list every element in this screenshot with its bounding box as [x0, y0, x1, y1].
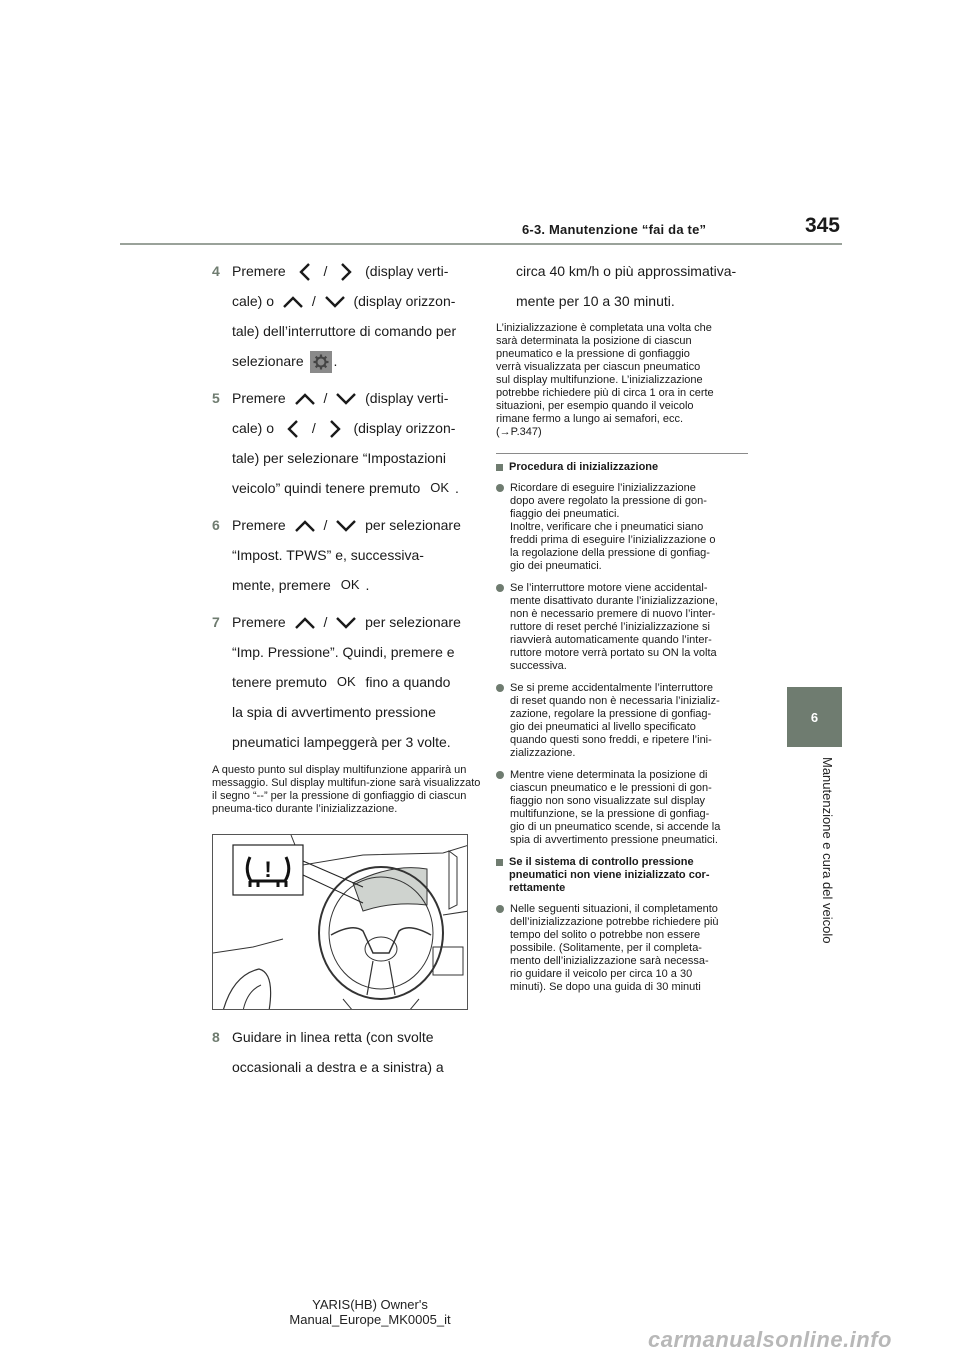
step-4 [212, 256, 482, 376]
step-text: per selezionare [365, 614, 461, 630]
slash: / [323, 390, 328, 406]
section-divider [496, 453, 748, 454]
step-number: 6 [212, 517, 220, 533]
chevron-up-icon [294, 517, 316, 535]
ok-button-icon: OK [340, 577, 360, 592]
chevron-down-icon [324, 293, 346, 311]
chapter-label: Manutenzione e cura del veicolo [820, 757, 835, 944]
chevron-up-icon [282, 293, 304, 311]
step-text: Premere [232, 614, 286, 630]
step-text: (display verti- [365, 263, 449, 279]
step-text: (display orizzon- [353, 420, 456, 436]
step-text: selezionare [232, 353, 304, 369]
list-item: Mentre viene determinata la posizione di ciascun pneumatico e le pressioni di gon- fiaggio non sono visualizzate sul display multifunzione, se la pressione di gonfiag- gio di un pneumatico scende, si accende la spia di avvertimento pressione pneumatici. [496, 769, 750, 847]
step-number: 8 [212, 1029, 220, 1045]
footer-text: YARIS(HB) Owner's Manual_Europe_MK0005_it [289, 1297, 451, 1327]
square-bullet-icon [496, 859, 503, 866]
slash: / [323, 517, 328, 533]
step-text: Premere [232, 263, 286, 279]
chevron-up-icon [294, 390, 316, 408]
bullet-icon [496, 771, 504, 779]
step-text: Guidare in linea retta (con svolte [232, 1029, 434, 1045]
step-text: veicolo” quindi tenere premuto [232, 480, 421, 496]
chevron-right-icon [324, 420, 346, 438]
step-text: “Imp. Pressione”. Quindi, premere e [232, 644, 455, 660]
step-note: A questo punto sul display multifunzione apparirà un messaggio. Sul display multifun-zione sarà visualizzato il segno “--” per la pressione di gonfiaggio di ciascun pneuma-tico durante l’inizializzazione. [212, 764, 481, 815]
bullet-icon [496, 584, 504, 592]
completion-paragraph: L’inizializzazione è completata una volta che sarà determinata la posizione di ciascun pneumatico e la pressione di gonfiaggio verrà visualizzata per ciascun pneumatico sul display multifunzione. L’inizializzazione potrebbe richiedere più di circa 1 ora in certe situazioni, per esempio quando il veicolo rimane fermo a lungo ai semafori, ecc. (→P.347) [496, 322, 714, 438]
step-text: “Impost. TPWS” e, successiva- [232, 547, 424, 563]
ok-button-icon: OK [336, 674, 356, 689]
step-7 [212, 607, 482, 757]
header-rule [120, 243, 842, 245]
slash: / [323, 263, 328, 279]
list-item: Nelle seguenti situazioni, il completamento dell’inizializzazione potrebbe richiedere più tempo del solito o potrebbe non essere possibile. (Solitamente, per il completa- mento dell’inizializzazione sarà necessa- rio guidare il veicolo per circa 10 a 30 minuti). Se dopo una guida di 30 minuti [496, 903, 750, 994]
step-text: occasionali a destra e a sinistra) a [232, 1059, 444, 1075]
step-text: per selezionare [365, 517, 461, 533]
step-6 [212, 510, 482, 600]
step-number: 7 [212, 614, 220, 630]
step-text: pneumatici lampeggerà per 3 volte. [232, 734, 451, 750]
page-number: 345 [804, 214, 840, 237]
list-item: Se l’interruttore motore viene accidental- mente disattivato durante l’inizializzazione, non è necessario premere di nuovo l’inter- ruttore di reset perché l’inizializzazione si riavvierà automaticamente quando l’inter- ruttore motore verrà portato su ON la volta successiva. [496, 582, 750, 673]
section-title: 6-3. Manutenzione “fai da te” [522, 222, 707, 237]
not-initialized-bullets [496, 903, 750, 994]
step-text: (display verti- [365, 390, 449, 406]
step-text: cale) o [232, 293, 275, 309]
square-bullet-icon [496, 464, 503, 471]
chevron-left-icon [282, 420, 304, 438]
step-text: tale) dell’interruttore di comando per [232, 323, 457, 339]
dashboard-drawing [213, 835, 468, 1010]
chevron-down-icon [335, 390, 357, 408]
step-text: mente, premere [232, 577, 331, 593]
ok-button-icon: OK [430, 480, 450, 495]
procedure-bullets [496, 482, 750, 847]
list-item: Ricordare di eseguire l’inizializzazione dopo avere regolato la pressione di gon- fiaggio dei pneumatici. Inoltre, verificare che i pneumatici siano freddi prima di eseguire l’inizializzazione o la regolazione della pressione di gonfiag- gio dei pneumatici. [496, 482, 750, 573]
right-column [496, 256, 750, 1003]
step-text: mente per 10 a 30 minuti. [516, 293, 675, 309]
tire-pressure-warning-icon: ! [264, 857, 272, 882]
bullet-icon [496, 684, 504, 692]
list-item: Se si preme accidentalmente l’interruttore di reset quando non è necessaria l’inizializ- zazione, regolare la pressione di gonfiag- gio dei pneumatici al livello specificato quando questi sono freddi, e ripetere l’ini- zializzazione. [496, 682, 750, 760]
step-number: 4 [212, 263, 220, 279]
bullet-icon [496, 484, 504, 492]
step-text: Premere [232, 390, 286, 406]
step-text: tenere premuto [232, 674, 327, 690]
slash: / [311, 420, 316, 436]
chapter-number: 6 [810, 709, 819, 725]
step-text: la spia di avvertimento pressione [232, 704, 436, 720]
step-text: . [333, 353, 338, 369]
step-text: Premere [232, 517, 286, 533]
subheading-procedure: Procedura di inizializzazione [496, 461, 750, 474]
watermark-logo: carmanualsonline.info [648, 1327, 892, 1352]
chapter-tab[interactable] [787, 687, 842, 747]
chevron-down-icon [335, 614, 357, 632]
chevron-down-icon [335, 517, 357, 535]
step-8-continued [496, 256, 750, 316]
gear-icon [310, 351, 332, 373]
subheading-not-initialized: Se il sistema di controllo pressione pneumatici non viene inizializzato cor- rettamente [496, 856, 750, 895]
step-text: (display orizzon- [353, 293, 456, 309]
step-text: circa 40 km/h o più approssimativa- [516, 263, 737, 279]
bullet-icon [496, 905, 504, 913]
slash: / [311, 293, 316, 309]
step-5 [212, 383, 482, 503]
slash: / [323, 614, 328, 630]
step-text: fino a quando [365, 674, 451, 690]
chevron-left-icon [294, 263, 316, 281]
step-text: cale) o [232, 420, 275, 436]
left-column [212, 256, 482, 1089]
dashboard-illustration [212, 834, 468, 1010]
chevron-right-icon [335, 263, 357, 281]
step-text: tale) per selezionare “Impostazioni [232, 450, 446, 466]
step-8 [212, 1022, 482, 1082]
step-text: . [455, 480, 459, 496]
step-number: 5 [212, 390, 220, 406]
chevron-up-icon [294, 614, 316, 632]
step-text: . [365, 577, 370, 593]
